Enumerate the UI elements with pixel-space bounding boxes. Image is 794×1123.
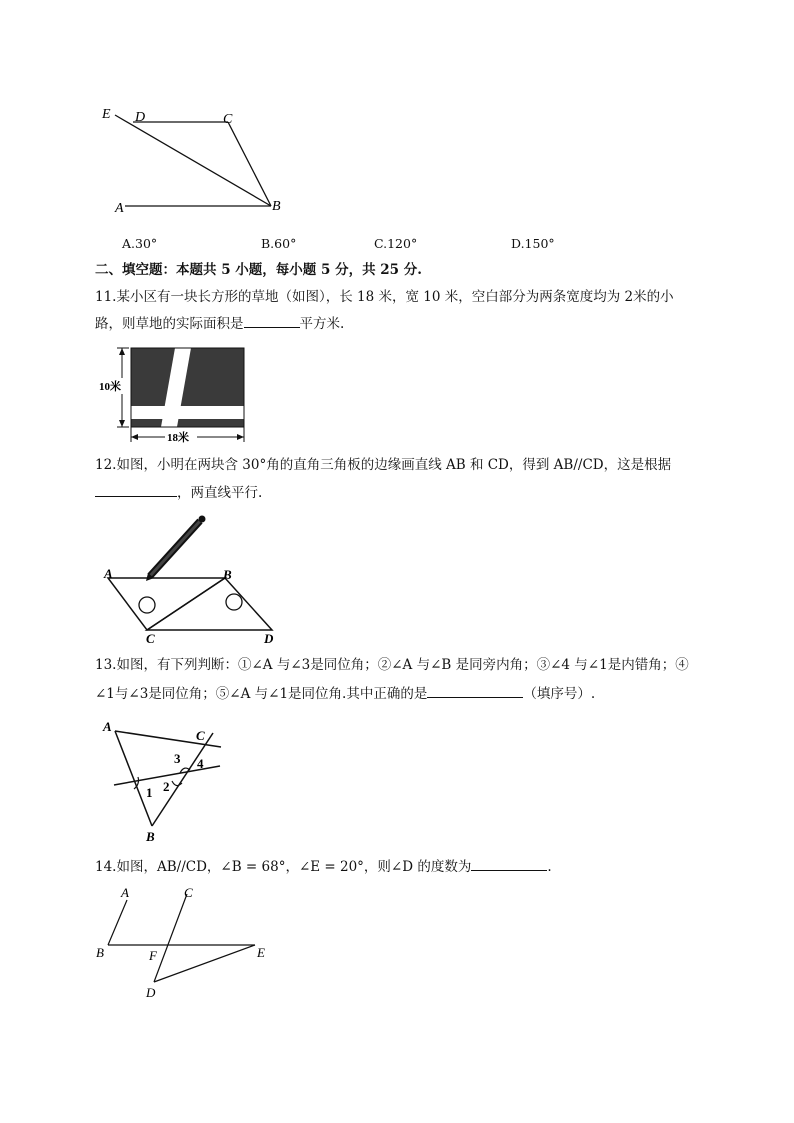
q12-line1: 12.如图，小明在两块含 30°角的直角三角板的边缘画直线 AB 和 CD，得到 AB//CD，这是根据	[95, 457, 672, 473]
point-label-A: A	[115, 201, 124, 216]
point-label-A: A	[104, 566, 113, 581]
q13-line2	[95, 685, 595, 702]
q11-line1: 11.某小区有一块长方形的草地（如图），长 18 米，宽 10 米，空白部分为两条宽度均为 2米的小	[95, 289, 674, 305]
point-label-B: B	[96, 945, 104, 960]
q11-text-b: 平方米.	[299, 316, 345, 332]
q12-answer-blank[interactable]	[95, 484, 177, 497]
pencil-icon	[146, 516, 206, 582]
q11-line2	[95, 315, 344, 332]
q12-text-b: ，两直线平行.	[177, 485, 263, 501]
option-d: D.150°	[511, 236, 555, 251]
point-label-B: B	[146, 829, 155, 844]
option-b: B.60°	[261, 236, 297, 251]
q11-answer-blank[interactable]	[244, 315, 300, 328]
point-label-E: E	[102, 107, 111, 122]
q11-text-a: 路，则草地的实际面积是	[95, 316, 244, 332]
q13-text-b: （填序号）.	[523, 686, 596, 702]
q14-text-a: 14.如图，AB//CD，∠B = 68°，∠E = 20°，则∠D 的度数为	[95, 859, 472, 875]
figure-q11	[95, 342, 255, 446]
point-label-A: A	[103, 719, 112, 734]
figure-q14	[92, 882, 277, 1007]
option-c: C.120°	[374, 236, 418, 251]
width-label: 18米	[167, 432, 189, 444]
q13-answer-blank[interactable]	[427, 685, 523, 698]
point-label-B: B	[223, 567, 232, 582]
q12-line2	[95, 484, 262, 501]
section-heading: 二、填空题：本题共 5 小题，每小题 5 分，共 25 分.	[95, 262, 422, 278]
point-label-D: D	[264, 631, 274, 646]
point-label-B: B	[272, 199, 281, 214]
q14-text-b: .	[547, 859, 552, 875]
q13-text-a: ∠1与∠3是同位角；⑤∠A 与∠1是同位角.其中正确的是	[95, 686, 428, 702]
point-label-D: D	[135, 110, 146, 125]
figure-q13	[100, 713, 250, 845]
point-label-D: D	[146, 985, 156, 1000]
q14-answer-blank[interactable]	[471, 858, 547, 871]
angle-label-3: 3	[174, 751, 181, 766]
point-label-C: C	[223, 112, 233, 127]
figure-q10	[95, 100, 295, 220]
point-label-E: E	[257, 945, 265, 960]
angle-label-2: 2	[163, 779, 170, 794]
angle-label-1: 1	[146, 785, 153, 800]
point-label-C: C	[184, 885, 193, 900]
figure-q12	[100, 512, 285, 647]
q14-line1	[95, 858, 552, 875]
option-a: A.30°	[122, 236, 158, 251]
height-label: 10米	[99, 381, 121, 393]
point-label-F: F	[149, 948, 157, 963]
point-label-C: C	[146, 631, 155, 646]
point-label-C: C	[196, 728, 205, 743]
point-label-A: A	[121, 885, 129, 900]
q13-line1: 13.如图，有下列判断：①∠A 与∠3是同位角；②∠A 与∠B 是同旁内角；③∠4 与∠1是内错角；④	[95, 657, 689, 673]
angle-label-4: 4	[197, 756, 204, 771]
